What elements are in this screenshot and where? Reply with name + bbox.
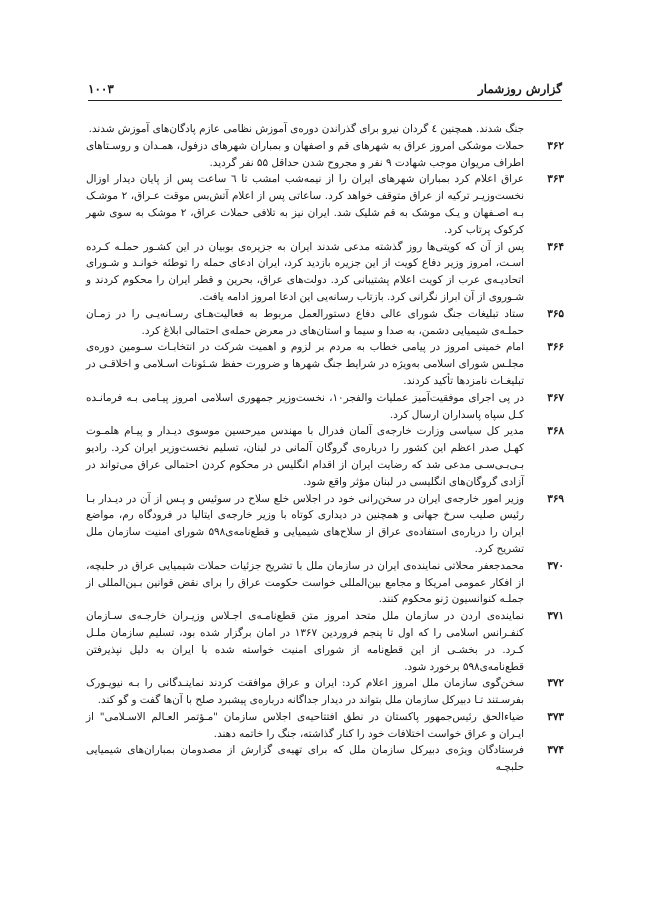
entry-number: ۳۷۲ <box>547 677 564 690</box>
entry-number: ۳۷۴ <box>547 744 564 757</box>
entry-text: محمدجعفر محلاتی نماینده‌ی ایران در سازمان ملل با تشریح جزئیات حملات شیمیایی عراق در حلبچه، از افکار عمومی امریکا و مجامع بین‌المللی خواست حکومت عراق را برای نقض قوانین بـین‌المللی از جملـه کنوانسیون ژنو محکوم کنند. <box>86 559 524 606</box>
entry-text: پس از آن که کویتی‌ها روز گذشته مدعی شدند ایران به جزیره‌ی بوبیان در این کشـور حملـه کـرده اسـت، امروز وزیر دفاع کویت از این جزیره بازدید کرد، ایران ادعای حمله را توطئه خوانـد و شـورای اتحادیـه‌ی عرب از کویت اعلام پشتیبانی کرد. دولت‌های عراق، بحرین و قطر ایران را محکوم کردند و شـوروی از آن ابراز نگرانی کرد. بازتاب رسانه‌یی این ادعا امروز ادامه یافت. <box>86 240 524 303</box>
entry-number: ۳۶۴ <box>547 240 564 253</box>
entry-text: عراق اعلام کرد بمباران شهرهای ایران را از نیمه‌شب امشب تا ٦ ساعت پس از پایان دیدار اوزال نخست‌وزیـر ترکیه از عراق متوقف خواهد کرد. ساعاتی پس از اعلام آتش‌بس موقت عـراق، ۲ موشـک بـه اصـفهان و یـک موشک به قم شلیک شد. ایران نیز به تلافی حملات عراق، ۲ موشک به سوی شهر کرکوک پرتاب کرد. <box>86 173 524 236</box>
entry-text: حملات موشکی امروز عراق به شهرهای قم و اصفهان و بمباران شهرهای دزفول، همـدان و روسـتاهای اطراف مریوان موجب شهادت ۹ نفر و مجروح شدن حداقل ۵۵ نفر گردید. <box>86 139 524 169</box>
entry-number: ۳۶۷ <box>547 391 564 404</box>
entry-368 <box>86 423 564 490</box>
entry-372 <box>86 675 564 709</box>
entry-text: وزیر امور خارجه‌ی ایران در سخن‌رانی خود در اجلاس خلع سلاح در سوئیس و پـس از آن در دیـدار بـا رئیس صلیب سرخ جهانی و همچنین در دیداری کوتاه با وزیر خارجه‌ی ایتالیا در فرودگاه رم، مواضع ایران را درباره‌ی استفاده‌ی عراق از سلاح‌های شیمیایی و قطع‌نامه‌ی۵۹۸ شورای امنیت سازمان ملل تشریح کرد. <box>86 492 524 555</box>
entry-number: ۳۶۲ <box>547 139 564 152</box>
entry-362 <box>86 138 564 172</box>
entry-369 <box>86 491 564 558</box>
document-body <box>86 121 564 884</box>
entry-text: ضیاءالحق رئیس‌جمهور پاکستان در نطق افتتاحیه‌ی اجلاس سازمان "مـؤتمر العـالم الاسـلامی" از ایـران و عراق خواست اختلافات خود را کنار گذاشته، جنگ را خاتمه دهند. <box>86 710 524 740</box>
entry-371 <box>86 608 564 675</box>
entry-text: نماینده‌ی اردن در سازمان ملل متحد امروز متن قطع‌نامـه‌ی اجـلاس وزیـران خارجـه‌ی سـازمان کنفـرانس اسلامی را که اول تا پنجم فروردین ۱۳۶۷ در امان برگزار شده بود، تسلیم سازمان ملـل کـرد. در بخشـی از این قطع‌نامه از شورای امنیت خواسته شده با ایران به دلیل نپذیرفتن قطع‌نامه‌ی۵۹۸ برخورد شود. <box>86 610 524 673</box>
entry-363 <box>86 171 564 238</box>
entry-number: ۳۷۰ <box>547 559 564 572</box>
page-header <box>88 74 562 96</box>
entry-374 <box>86 742 564 776</box>
entry-number: ۳۶۶ <box>547 341 564 354</box>
entry-number: ۳۶۵ <box>547 307 564 320</box>
page-number: ۱۰۰۳ <box>88 82 114 96</box>
running-title: گزارش روزشمار <box>477 82 562 96</box>
entry-text: سخن‌گوی سازمان ملل امروز اعلام کرد: ایران و عراق موافقت کردند نماینـدگانی را بـه نیویـورک بفرسـتند تـا دبیرکل سازمان ملل بتواند در دیدار جداگانه درباره‌ی پیشبرد صلح با آن‌ها گفت و گو کند. <box>86 677 524 707</box>
entry-text: ستاد تبلیغات جنگ شورای عالی دفاع دستورالعمل مربوط به فعالیت‌هـای رسـانه‌یـی را در زمـان حملـه‌ی شیمیایی دشمن، به صدا و سیما و استان‌های در معرض حمله‌ی احتمالی ابلاغ کرد. <box>86 307 524 337</box>
entry-number: ۳۶۹ <box>547 492 564 505</box>
continuation-paragraph: جنگ شدند. همچنین ٤ گردان نیرو برای گذراندن دوره‌ی آموزش نظامی عازم پادگان‌های آموزش شدند. <box>88 123 524 135</box>
entry-365 <box>86 306 564 340</box>
entry-367 <box>86 390 564 424</box>
entry-text: امام خمینی امروز در پیامی خطاب به مردم بر لزوم و اهمیت شرکت در انتخابـات سـومین دوره‌ی مجلـس شورای اسلامی به‌ویژه در شرایط جنگ شهرها و ضرورت حفظ شـئونات اسـلامی و اخلاقـی در تبلیغـات نامزدها تأکید کردند. <box>86 341 524 387</box>
entry-text: فرستادگان ویژه‌ی دبیرکل سازمان ملل که برای تهیه‌ی گزارش از مصدومان بمباران‌های شیمیایی حلبچـه <box>86 744 524 774</box>
entry-text: مدیر کل سیاسی وزارت خارجه‌ی آلمان فدرال با مهندس میرحسین موسوی دیـدار و پیـام هلمـوت کهـل صدر اعظم این کشور را درباره‌ی گروگان آلمانی در لبنان، تسلیم نخست‌وزیر ایران کرد. رادیو بـی‌بـی‌سـی مدعی شد که رضایت ایران از اقدام انگلیس در محکوم کردن احتمالی عراق می‌تواند در آزادی گروگان‌های انگلیسی در لبنان مؤثر واقع شود. <box>86 425 524 488</box>
entry-number: ۳۷۱ <box>547 610 564 623</box>
entry-364 <box>86 239 564 306</box>
header-rule <box>88 100 562 101</box>
entry-373 <box>86 709 564 743</box>
entry-number: ۳۶۳ <box>547 173 564 186</box>
entry-text: در پی اجرای موفقیت‌آمیز عملیات والفجر۱۰، نخست‌وزیر جمهوری اسلامی امروز پیـامی بـه فرمانـده کـل سپاه پاسداران ارسال کرد. <box>86 391 524 421</box>
entry-370 <box>86 558 564 608</box>
entry-number: ۳۷۳ <box>547 710 564 723</box>
entry-366 <box>86 339 564 389</box>
entry-number: ۳۶۸ <box>547 425 564 438</box>
